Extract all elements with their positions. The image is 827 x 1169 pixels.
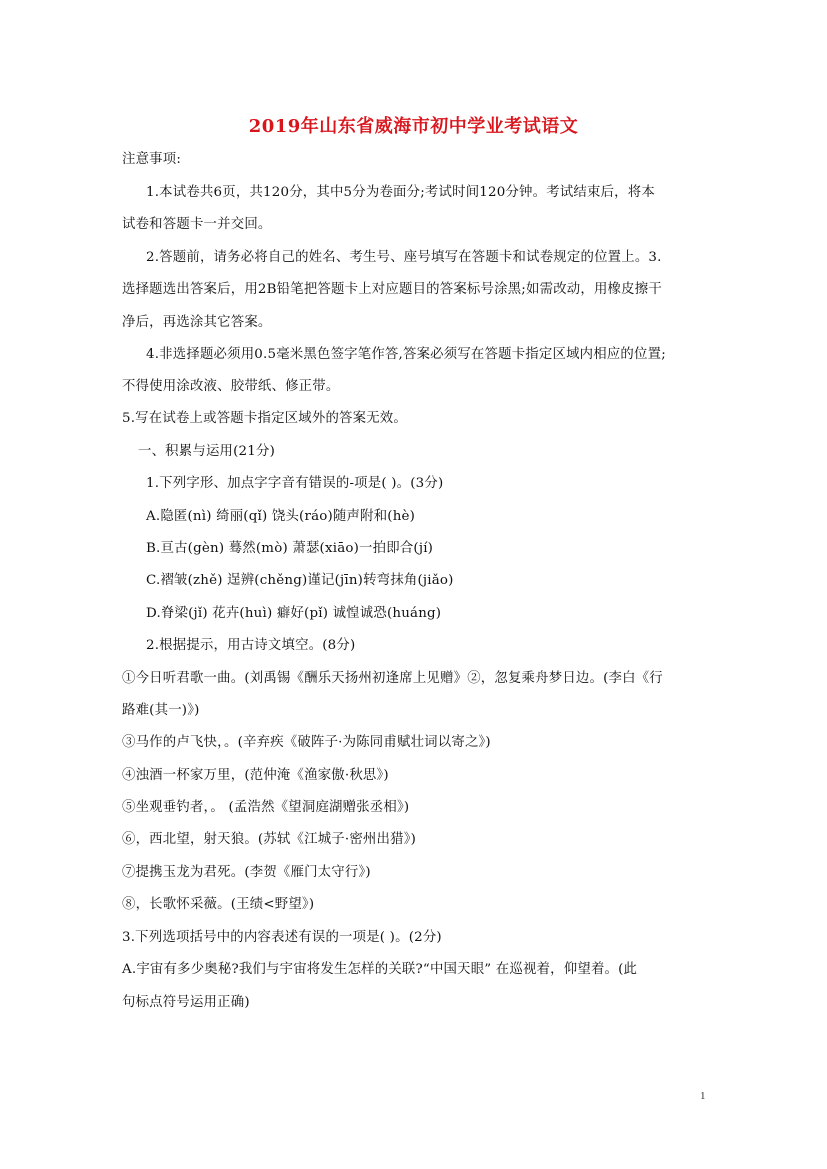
- poem-blank-6: ⑥，西北望，射天狼。(苏轼《江城子·密州出猎》): [122, 832, 417, 847]
- poem-blank-8: ⑧，长歌怀采薇。(王绩<野望》): [122, 897, 315, 912]
- poem-blank-1-2: ①今日听君歌一曲。(刘禹锡《酬乐天扬州初逢席上见赠》②，忽复乘舟梦日边。(李白《行: [122, 671, 663, 686]
- question-1-option-a: A.隐匿(nì) 绮丽(qǐ) 饶头(ráo)随声附和(hè): [146, 509, 416, 524]
- poem-blank-2-cont: 路难(其一)》): [122, 703, 200, 718]
- question-1: 1.下列字形、加点字字音有错误的-项是( )。(3分): [146, 476, 444, 491]
- notice-item-5: 5.写在试卷上或答题卡指定区域外的答案无效。: [122, 411, 407, 426]
- poem-blank-7: ⑦提携玉龙为君死。(李贺《雁门太守行》): [122, 865, 371, 880]
- notice-item-4: 4.非选择题必须用0.5毫米黑色签字笔作答,答案必须写在答题卡指定区域内相应的位置;: [146, 347, 666, 362]
- question-1-option-d: D.脊梁(jǐ) 花卉(huì) 癖好(pǐ) 诚惶诚恐(huáng): [146, 606, 442, 621]
- notice-item-1-cont: 试卷和答题卡一并交回。: [122, 217, 272, 232]
- notice-item-1: 1.本试卷共6页，共120分，其中5分为卷面分;考试时间120分钟。考试结束后，将本: [146, 185, 655, 200]
- page-title: 2019年山东省威海市初中学业考试语文: [248, 116, 579, 137]
- poem-blank-4: ④浊酒一杯家万里，(范仲淹《渔家傲·秋思》): [122, 768, 389, 783]
- notice-item-2: 2.答题前，请务必将自己的姓名、考生号、座号填写在答题卡和试卷规定的位置上。3.: [146, 250, 662, 265]
- poem-blank-5: ⑤坐观垂钓者，。 (孟浩然《望洞庭湖赠张丞相》): [122, 800, 410, 815]
- notice-heading: 注意事项:: [122, 152, 182, 167]
- question-1-option-b: B.亘古(gèn) 蓦然(mò) 萧瑟(xiāo)一拍即合(jí): [146, 541, 434, 556]
- question-3-option-a-cont: 句标点符号运用正确): [122, 995, 250, 1010]
- notice-item-4-cont: 不得使用涂改液、胶带纸、修正带。: [122, 379, 340, 394]
- notice-item-3-cont: 净后，再选涂其它答案。: [122, 315, 272, 330]
- poem-blank-3: ③马作的卢飞快，。(辛弃疾《破阵子·为陈同甫赋壮词以寄之》): [122, 735, 491, 750]
- question-1-option-c: C.褶皱(zhě) 逞辨(chěng)谨记(jīn)转弯抹角(jiǎo): [146, 573, 454, 588]
- page-number: 1: [700, 1090, 706, 1102]
- section-heading: 一、积累与运用(21分): [138, 444, 276, 459]
- question-2: 2.根据提示，用古诗文填空。(8分): [146, 638, 356, 653]
- question-3: 3.下列选项括号中的内容表述有误的一项是( )。(2分): [122, 930, 442, 945]
- question-3-option-a: A.宇宙有多少奥秘?我们与宇宙将发生怎样的关联?“中国天眼” 在巡视着，仰望着。(此: [122, 962, 638, 977]
- notice-item-3: 选择题选出答案后，用2B铅笔把答题卡上对应题目的答案标号涂黑;如需改动，用橡皮擦干: [122, 282, 662, 297]
